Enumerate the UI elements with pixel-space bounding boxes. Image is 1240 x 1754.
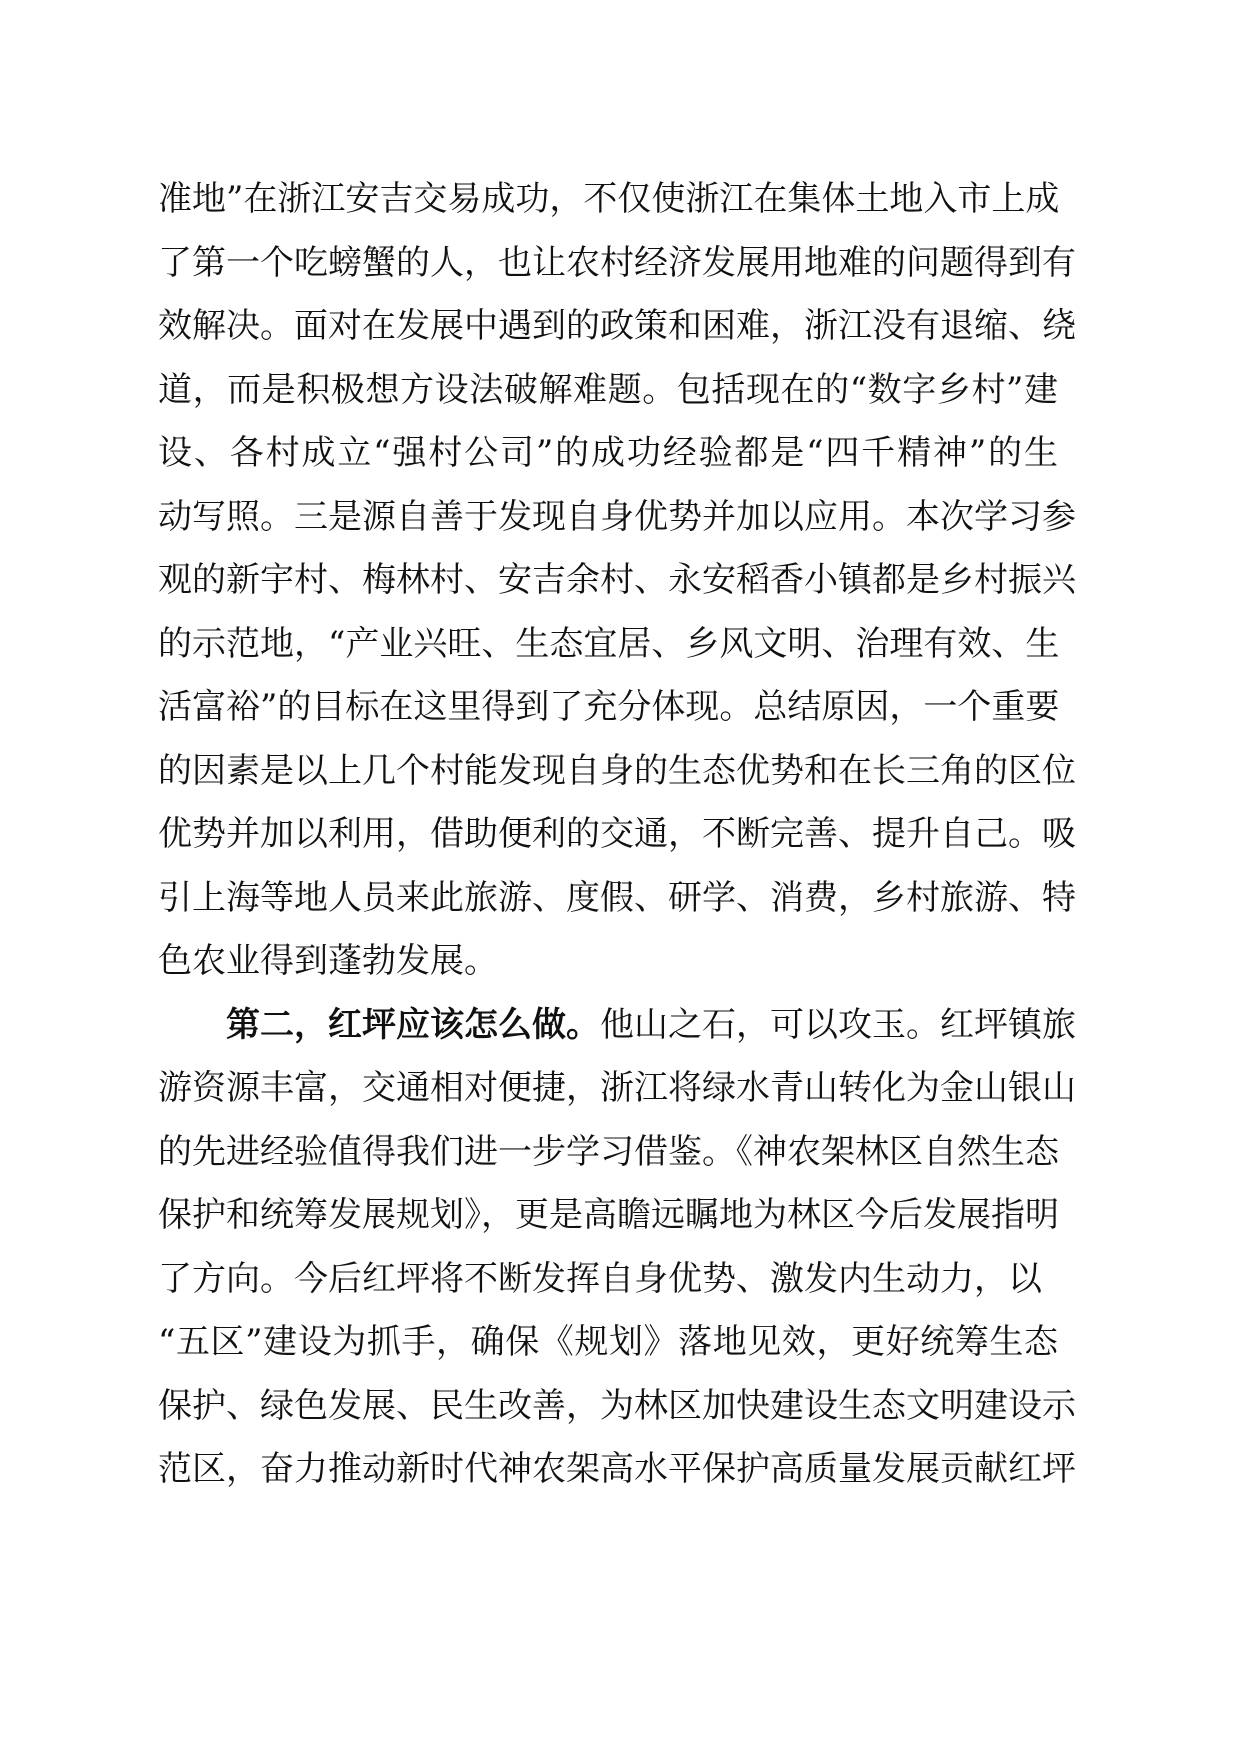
- paragraph-line: 引上海等地人员来此旅游、度假、研学、消费，乡村旅游、特: [158, 877, 1076, 918]
- paragraph-line: 观的新宇村、梅林村、安吉余村、永安稻香小镇都是乡村振兴: [158, 560, 1076, 600]
- paragraph-line: 优势并加以利用，借助便利的交通，不断完善、提升自己。吸: [158, 814, 1076, 854]
- section-heading-line: [158, 994, 1076, 1058]
- paragraph-line: 道，而是积极想方设法破解难题。包括现在的“数字乡村”建: [158, 369, 1058, 410]
- paragraph-line: 游资源丰富，交通相对便捷，浙江将绿水青山转化为金山银山: [158, 1068, 1076, 1108]
- paragraph-line: 活富裕”的目标在这里得到了充分体现。总结原因，一个重要: [158, 687, 1060, 727]
- paragraph-line: 的先进经验值得我们进一步学习借鉴。《神农架林区自然生态: [158, 1131, 1059, 1172]
- paragraph-line: 动写照。三是源自善于发现自身优势并加以应用。本次学习参: [158, 496, 1076, 537]
- paragraph-line: 设、各村成立“强村公司”的成功经验都是“四千精神”的生: [158, 433, 1058, 473]
- paragraph-line: 准地”在浙江安吉交易成功，不仅使浙江在集体土地入市上成: [158, 179, 1060, 219]
- paragraph-last-line: 色农业得到蓬勃发展。: [158, 941, 498, 981]
- paragraph-line: 了方向。今后红坪将不断发挥自身优势、激发内生动力，以: [158, 1258, 1042, 1299]
- section-heading-continuation: 他山之石，可以攻玉。红坪镇旅: [600, 1004, 1076, 1045]
- paragraph-line: 保护、绿色发展、民生改善，为林区加快建设生态文明建设示: [158, 1385, 1076, 1426]
- paragraph-line: 的示范地，“产业兴旺、生态宜居、乡风文明、治理有效、生: [158, 623, 1060, 664]
- section-heading: 第二，红坪应该怎么做。: [226, 1004, 600, 1045]
- paragraph-line: 的因素是以上几个村能发现自身的生态优势和在长三角的区位: [158, 750, 1076, 791]
- document-body: [158, 168, 1076, 1502]
- paragraph-line: 效解决。面对在发展中遇到的政策和困难，浙江没有退缩、绕: [158, 306, 1076, 346]
- paragraph-line: 保护和统筹发展规划》，更是高瞻远瞩地为林区今后发展指明: [158, 1195, 1059, 1235]
- paragraph-line: 范区，奋力推动新时代神农架高水平保护高质量发展贡献红坪: [158, 1449, 1076, 1489]
- paragraph-line: 了第一个吃螃蟹的人，也让农村经济发展用地难的问题得到有: [158, 242, 1076, 283]
- paragraph-line: “五区”建设为抓手，确保《规划》落地见效，更好统筹生态: [158, 1322, 1058, 1362]
